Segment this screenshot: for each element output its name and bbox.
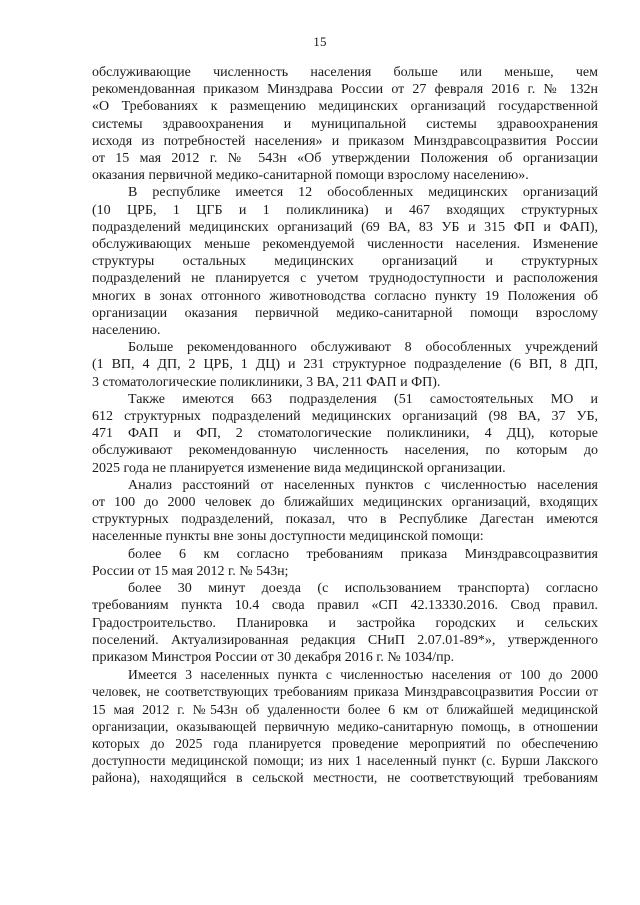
text-line: которых до 2025 года планируется проведение мероприятий по обеспечению xyxy=(92,735,598,751)
text-line: рекомендованная приказом Минздрава России от 27 февраля 2016 г. № 132н xyxy=(92,82,598,98)
text-line: обслуживающих меньше рекомендуемой численности населения. Изменение xyxy=(92,237,598,253)
text-line: Градостроительство. Планировка и застройка городских и сельских xyxy=(92,615,598,631)
text-line: приказом Минстроя России от 30 декабря 2016 г. № 1034/пр. xyxy=(92,649,455,665)
text-line: 3 стоматологические поликлиники, 3 ВА, 211 ФАП и ФП). xyxy=(92,374,441,390)
text-line: многих в зонах отгонного животноводства согласно пункту 19 Положения об xyxy=(92,288,598,304)
paragraph-1 xyxy=(92,64,598,184)
page-number: 15 xyxy=(313,34,327,49)
text-line: 612 структурных подразделений медицинских организаций (98 ВА, 37 УБ, xyxy=(92,409,598,425)
text-line: населению. xyxy=(92,323,161,339)
paragraph-6 xyxy=(92,546,598,580)
text-line: обслуживающие численность населения больше или меньше, чем xyxy=(92,65,598,80)
text-line: 471 ФАП и ФП, 2 стоматологические поликлиники, 4 ДЦ), которые xyxy=(92,426,598,442)
paragraph-7 xyxy=(92,580,598,666)
text-line: оказания первичной медико-санитарной помощи взрослому населению». xyxy=(92,168,529,184)
text-line: подразделений не планируется с учетом труднодоступности и расположения xyxy=(92,271,598,287)
paragraph-3 xyxy=(92,339,598,391)
text-line: организации оказания первичной медико-санитарной помощи взрослому xyxy=(92,305,598,321)
text-line: В республике имеется 12 обособленных медицинских организаций xyxy=(128,185,598,201)
text-line: Имеется 3 населенных пункта с численностью населения от 100 до 2000 xyxy=(128,667,598,683)
paragraph-8 xyxy=(92,666,598,786)
paragraph-5 xyxy=(92,477,598,546)
text-line: организации, оказывающей первичную медико-санитарную помощь, в отношении xyxy=(92,718,598,734)
text-line: «О Требованиях к размещению медицинских организаций государственной xyxy=(92,99,598,115)
text-line: Также имеются 663 подразделения (51 самостоятельных МО и xyxy=(128,391,598,407)
text-line: 15 мая 2012 г. №543н об удаленности более 6 км от ближайшей медицинской xyxy=(92,701,598,717)
text-line: более 6 км согласно требованиям приказа Минздравсоцразвития xyxy=(128,546,598,562)
text-line: района), находящийся в сельской местности, не соответствующий требованиям xyxy=(92,770,598,786)
text-line: (1 ВП, 4 ДП, 2 ЦРБ, 1 ДЦ) и 231 структурное подразделение (6 ВП, 8 ДП, xyxy=(92,357,598,373)
text-line: от 15 мая 2012 г. № 543н «Об утверждении Положения об организации xyxy=(92,151,598,167)
text-line: Анализ расстояний от населенных пунктов с численностью населения xyxy=(128,477,598,493)
paragraph-4 xyxy=(92,391,598,477)
text-line: исходя из потребностей населения» и приказом Минздравсоцразвития России xyxy=(92,133,598,149)
document-body xyxy=(92,64,598,787)
text-line: Больше рекомендованного обслуживают 8 обособленных учреждений xyxy=(128,340,598,356)
text-line: структуры остальных медицинских организаций и структурных xyxy=(92,254,598,270)
text-line: требованиям пункта 10.4 свода правил «СП 42.13330.2016. Свод правил. xyxy=(92,598,598,614)
text-line: 2025 года не планируется изменение вида медицинской организации. xyxy=(92,460,506,476)
text-line: поселений. Актуализированная редакция СНиП 2.07.01-89*», утвержденного xyxy=(92,632,598,648)
text-line: структурных подразделений, показал, что в Республике Дагестан имеются xyxy=(92,512,598,528)
text-line: обслуживают рекомендованную численность населения, по которым до xyxy=(92,443,598,459)
text-line: человек, не соответствующих требованиям приказа Минздравсоцразвития России от xyxy=(92,684,598,700)
text-line: доступности медицинской помощи; из них 1 населенный пункт (с. Бурши Лакского xyxy=(92,753,598,769)
paragraph-2 xyxy=(92,184,598,339)
text-line: (10 ЦРБ, 1 ЦГБ и 1 поликлиника) и 467 входящих структурных xyxy=(92,202,598,218)
text-line: более 30 минут доезда (с использованием транспорта) согласно xyxy=(128,581,598,597)
text-line: системы здравоохранения и муниципальной системы здравоохранения xyxy=(92,116,598,132)
text-line: подразделений медицинских организаций (69 ВА, 83 УБ и 315 ФП и ФАП), xyxy=(92,219,598,235)
text-line: России от 15 мая 2012 г. № 543н; xyxy=(92,563,289,579)
text-line: от 100 до 2000 человек до ближайших медицинских организаций, входящих xyxy=(92,495,598,511)
text-line: населенные пункты вне зоны доступности медицинской помощи: xyxy=(92,529,484,545)
